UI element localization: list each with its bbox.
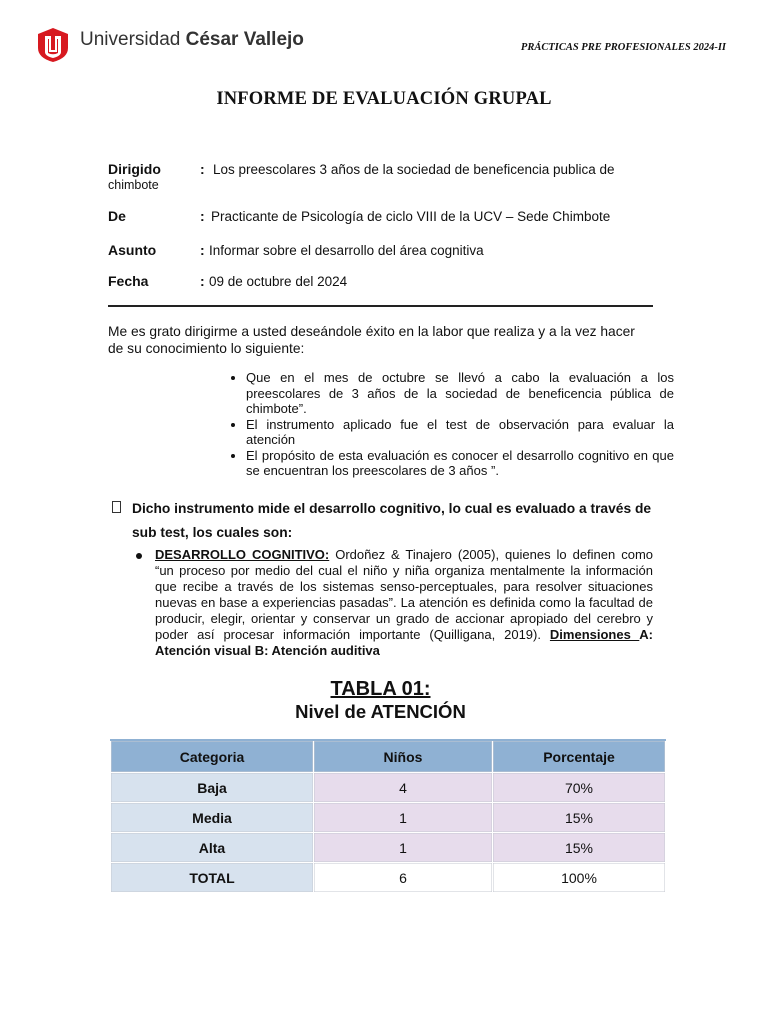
desarrollo-paragraph <box>155 547 653 659</box>
dirigido-colon: : <box>200 161 205 177</box>
cell-porcentaje: 15% <box>493 833 666 863</box>
cell-porcentaje: 15% <box>493 803 666 833</box>
document-title: INFORME DE EVALUACIÓN GRUPAL <box>216 89 552 109</box>
fecha-value: 09 de octubre del 2024 <box>209 274 348 289</box>
de-value: Practicante de Psicología de ciclo VIII de la UCV – Sede Chimbote <box>211 209 611 224</box>
de-colon: : <box>200 208 205 224</box>
desarrollo-heading: DESARROLLO COGNITIVO: <box>155 547 330 562</box>
fecha-label: Fecha <box>108 273 149 289</box>
table-subtitle: Nivel de ATENCIÓN <box>295 701 466 722</box>
cell-ninos: 1 <box>314 833 493 863</box>
bullet-item: • El propósito de esta evaluación es conocer el desarrollo cognitivo en que se encuentran los preescolares de 3 años ”. <box>246 448 674 479</box>
de-label: De <box>108 208 126 224</box>
bullet-item: • El instrumento aplicado fue el test de observación para evaluar la atención <box>246 417 674 448</box>
cell-porcentaje: 100% <box>493 863 666 893</box>
university-name <box>80 29 304 51</box>
cell-ninos: 1 <box>314 803 493 833</box>
cell-porcentaje: 70% <box>493 773 666 803</box>
cell-categoria: Alta <box>111 833 314 863</box>
table-row <box>111 803 666 833</box>
header-ninos: Niños <box>314 740 493 773</box>
university-logo-icon <box>36 28 70 62</box>
dirigido-label-continuation: chimbote <box>108 178 159 192</box>
table-row <box>111 773 666 803</box>
missing-glyph-icon <box>112 501 121 513</box>
intro-paragraph: Me es grato dirigirme a usted deseándole éxito en la labor que realiza y a la vez hacer de su conocimiento lo siguiente: <box>108 324 635 356</box>
cell-categoria: TOTAL <box>111 863 314 893</box>
fecha-colon: : <box>200 273 205 289</box>
cell-categoria: Media <box>111 803 314 833</box>
dimensiones-label: Dimensiones <box>549 627 640 642</box>
header-categoria: Categoria <box>111 740 314 773</box>
instrument-description: Dicho instrumento mide el desarrollo cognitivo, lo cual es evaluado a través de sub test, los cuales son: <box>132 501 652 540</box>
attention-level-table <box>110 739 666 893</box>
dirigido-value: Los preescolares 3 años de la sociedad de beneficencia publica de <box>213 162 615 177</box>
table-title: TABLA 01: <box>330 678 431 700</box>
bullet-item: • Que en el mes de octubre se llevó a cabo la evaluación a los preescolares de 3 años de la sociedad de beneficencia pública de chimbote”. <box>246 370 674 417</box>
header-porcentaje: Porcentaje <box>493 740 666 773</box>
desarrollo-body: Ordoñez & Tinajero (2005), quienes lo definen como “un proceso por medio del cual el niño y niña organiza mentalmente la información que recibe a través de los sistemas senso-perceptuales, para resolver situaciones nuevas en base a experiencias pasadas”. La atención es definida como la facultad de producir, elegir, orientar y conservar un grado de accionar apropiado del cerebro y poder así procesar información importante (Quilligana, 2019). <box>155 547 654 642</box>
bullet-list <box>226 370 674 479</box>
bullet-dot-icon <box>136 553 142 559</box>
horizontal-rule <box>108 305 653 307</box>
asunto-colon: : <box>200 242 205 258</box>
university-name-regular: Universidad <box>80 29 186 50</box>
cell-ninos: 4 <box>314 773 493 803</box>
table-total-row <box>111 863 666 893</box>
dimensiones-values: A: Atención visual B: Atención auditiva <box>155 627 654 658</box>
cell-ninos: 6 <box>314 863 493 893</box>
header-program-label: PRÁCTICAS PRE PROFESIONALES 2024-II <box>520 42 726 53</box>
table-row <box>111 833 666 863</box>
dirigido-label: Dirigido <box>108 161 161 177</box>
university-name-bold: César Vallejo <box>185 29 304 50</box>
asunto-value: Informar sobre el desarrollo del área cognitiva <box>209 243 484 258</box>
cell-categoria: Baja <box>111 773 314 803</box>
table-header-row <box>111 740 666 773</box>
asunto-label: Asunto <box>108 242 157 258</box>
